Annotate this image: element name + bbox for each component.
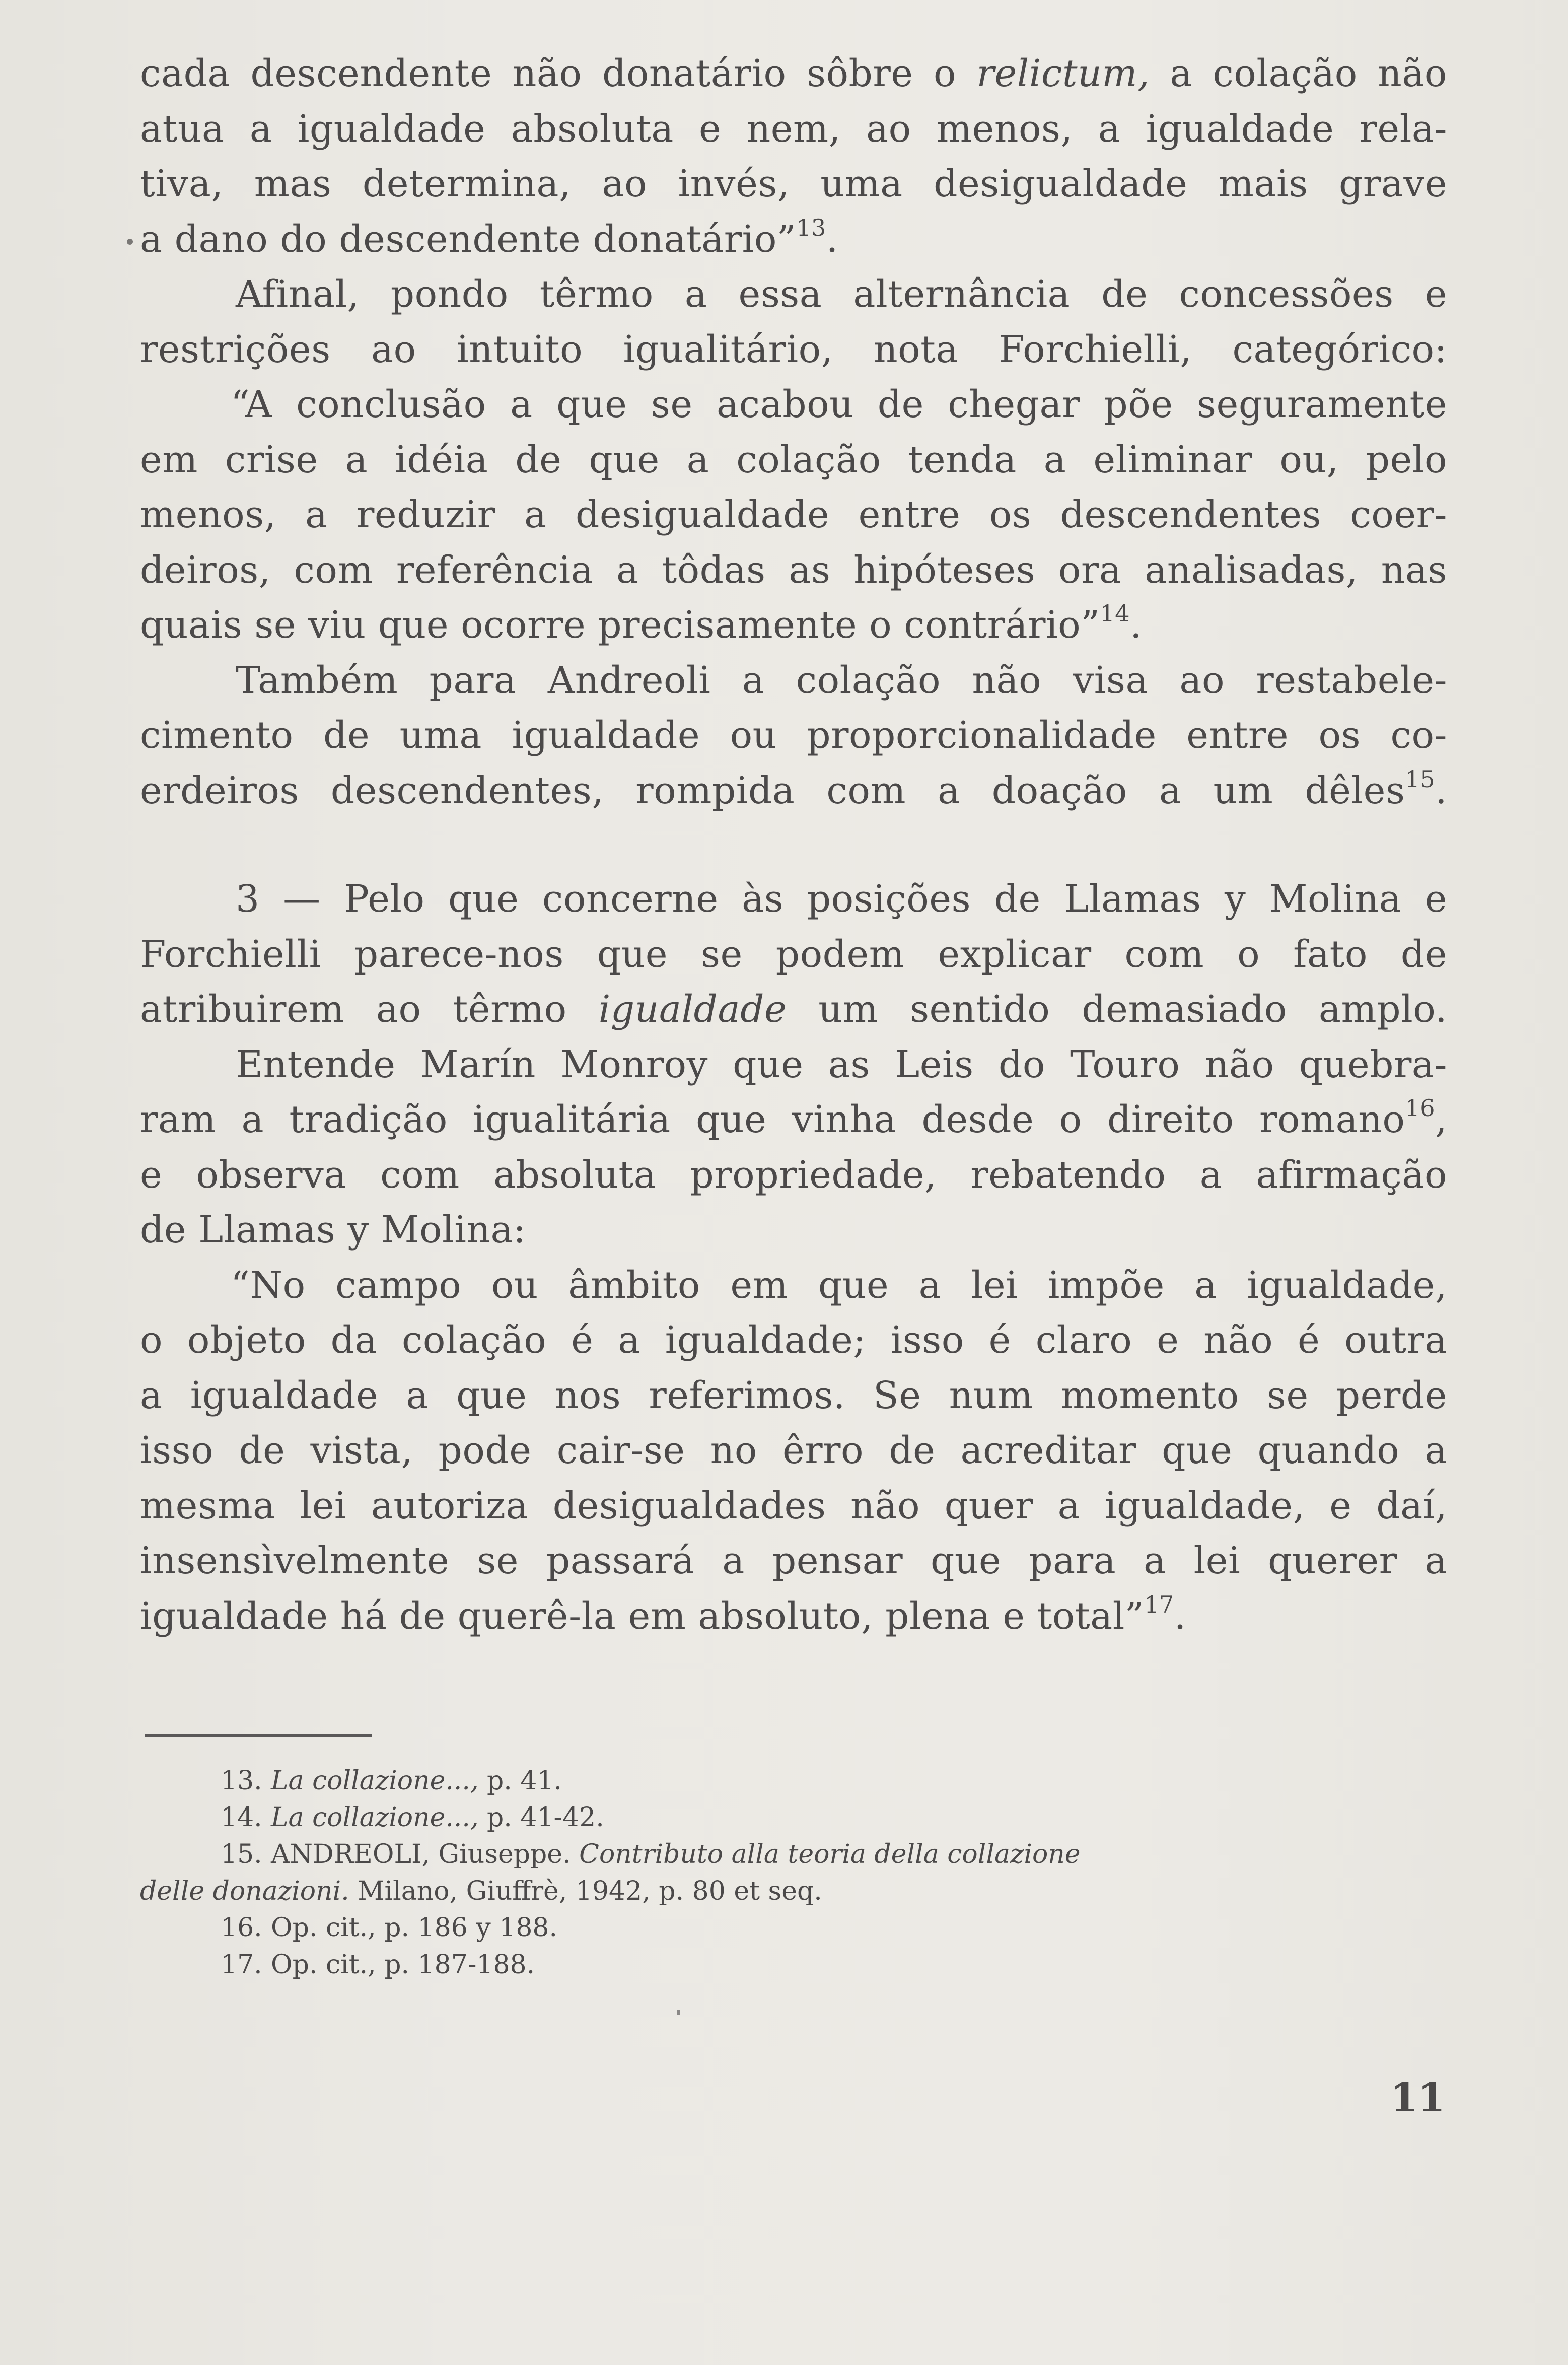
text-line: Também para Andreoli a colação não visa ao restabele- bbox=[236, 658, 1447, 702]
text-line: a igualdade a que nos referimos. Se num momento se perde bbox=[140, 1373, 1447, 1417]
text-line: Afinal, pondo têrmo a essa alternância de concessões e bbox=[236, 272, 1447, 316]
ink-speck bbox=[677, 2010, 680, 2015]
text-line: e observa com absoluta propriedade, rebatendo a afirmação bbox=[140, 1153, 1447, 1197]
footnote-15-continuation: delle donazioni. Milano, Giuffrè, 1942, p. 80 et seq. bbox=[140, 1876, 822, 1906]
footnote-ref[interactable]: 13 bbox=[796, 214, 826, 241]
footnote-14: 14. La collazione..., p. 41-42. bbox=[221, 1802, 604, 1833]
text-line: restrições ao intuito igualitário, nota Forchielli, categórico: bbox=[140, 327, 1447, 371]
body-text bbox=[140, 46, 1447, 1644]
text-line: isso de vista, pode cair-se no êrro de acreditar que quando a bbox=[140, 1429, 1447, 1472]
text-line: atua a igualdade absoluta e nem, ao menos, a igualdade rela- bbox=[140, 107, 1447, 151]
text-line: quais se viu que ocorre precisamente o contrário”$^{14}$. bbox=[140, 600, 1143, 647]
text-line: Entende Marín Monroy que as Leis do Touro não quebra- bbox=[236, 1042, 1447, 1086]
text-line: de Llamas y Molina: bbox=[140, 1208, 526, 1251]
text-line: ram a tradição igualitária que vinha desde o direito romano$^{16}$, bbox=[140, 1094, 1447, 1141]
footnote-separator bbox=[145, 1734, 372, 1737]
text-line: “No campo ou âmbito em que a lei impõe a igualdade, bbox=[231, 1263, 1447, 1307]
page-number: 11 bbox=[1390, 2075, 1445, 2121]
text-line: tiva, mas determina, ao invés, uma desigualdade mais grave bbox=[140, 162, 1447, 205]
text-line: menos, a reduzir a desigualdade entre os descendentes coer- bbox=[140, 493, 1447, 536]
footnote-16: 16. Op. cit., p. 186 y 188. bbox=[221, 1913, 558, 1943]
footnote-ref[interactable]: 17 bbox=[1144, 1590, 1174, 1618]
text-line: erdeiros descendentes, rompida com a doação a um dêles$^{15}$. bbox=[140, 765, 1447, 812]
text-line: “A conclusão a que se acabou de chegar põe seguramente bbox=[231, 383, 1447, 426]
footnote-15: 15. ANDREOLI, Giuseppe. Contributo alla teoria della collazione bbox=[221, 1839, 1081, 1869]
footnotes bbox=[140, 1763, 1449, 1983]
section-heading-line: 3 — Pelo que concerne às posições de Llamas y Molina e bbox=[236, 877, 1447, 921]
text-line: cimento de uma igualdade ou proporcionalidade entre os co- bbox=[140, 714, 1447, 757]
text-line: atribuirem ao têrmo igualdade um sentido demasiado amplo. bbox=[140, 988, 1448, 1031]
footnote-ref[interactable]: 15 bbox=[1405, 765, 1435, 793]
footnote-ref[interactable]: 14 bbox=[1100, 600, 1130, 628]
text-line: deiros, com referência a tôdas as hipóteses ora analisadas, nas bbox=[140, 548, 1447, 592]
footnote-ref[interactable]: 16 bbox=[1405, 1094, 1435, 1122]
text-line: mesma lei autoriza desigualdades não quer a igualdade, e daí, bbox=[140, 1484, 1447, 1527]
text-line: em crise a idéia de que a colação tenda a eliminar ou, pelo bbox=[140, 438, 1447, 481]
text-line: Forchielli parece-nos que se podem explicar com o fato de bbox=[140, 932, 1447, 976]
text-line: insensìvelmente se passará a pensar que para a lei querer a bbox=[140, 1539, 1447, 1582]
footnote-13: 13. La collazione..., p. 41. bbox=[221, 1766, 562, 1796]
section-gap bbox=[140, 818, 1447, 872]
footnote-17: 17. Op. cit., p. 187-188. bbox=[221, 1950, 535, 1980]
text-line: a dano do descendente donatário”$^{13}$. bbox=[140, 214, 838, 261]
margin-speck bbox=[127, 239, 133, 245]
text-line: igualdade há de querê-la em absoluto, plena e total”$^{17}$. bbox=[140, 1590, 1186, 1638]
text-line: o objeto da colação é a igualdade; isso é claro e não é outra bbox=[140, 1318, 1447, 1362]
text-line: cada descendente não donatário sôbre o relictum, a colação não bbox=[140, 52, 1447, 95]
